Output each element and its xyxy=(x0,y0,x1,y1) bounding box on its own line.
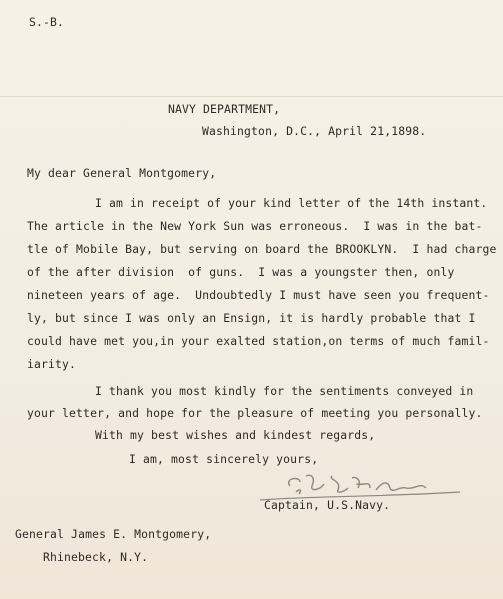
body-line: iarity. xyxy=(27,357,77,371)
body-line: of the after division of guns. I was a youngster then, only xyxy=(27,265,455,279)
place-date: Washington, D.C., April 21,1898. xyxy=(202,124,427,138)
body-line: could have met you,in your exalted station,on terms of much famil- xyxy=(27,334,490,348)
letter-code: S.-B. xyxy=(29,15,65,29)
body-line: tle of Mobile Bay, but serving on board the BROOKLYN. I had charge xyxy=(27,242,497,256)
body-line: I am in receipt of your kind letter of the 14th instant. xyxy=(95,196,488,210)
department-heading: NAVY DEPARTMENT, xyxy=(168,102,281,116)
closing-yours: I am, most sincerely yours, xyxy=(129,452,319,466)
closing-wishes: With my best wishes and kindest regards, xyxy=(95,428,376,442)
recipient-place: Rhinebeck, N.Y. xyxy=(43,550,149,564)
salutation: My dear General Montgomery, xyxy=(27,166,217,180)
recipient-name: General James E. Montgomery, xyxy=(15,527,212,541)
body-line: ly, but since I was only an Ensign, it is hardly probable that I xyxy=(27,311,476,325)
paper-fold xyxy=(0,96,503,97)
signatory-title: Captain, U.S.Navy. xyxy=(264,498,391,512)
body-line: your letter, and hope for the pleasure of meeting you personally. xyxy=(27,406,483,420)
body-line: The article in the New York Sun was erroneous. I was in the bat- xyxy=(27,219,483,233)
body-line: I thank you most kindly for the sentiments conveyed in xyxy=(95,384,474,398)
body-line: nineteen years of age. Undoubtedly I must have seen you frequent- xyxy=(27,288,490,302)
